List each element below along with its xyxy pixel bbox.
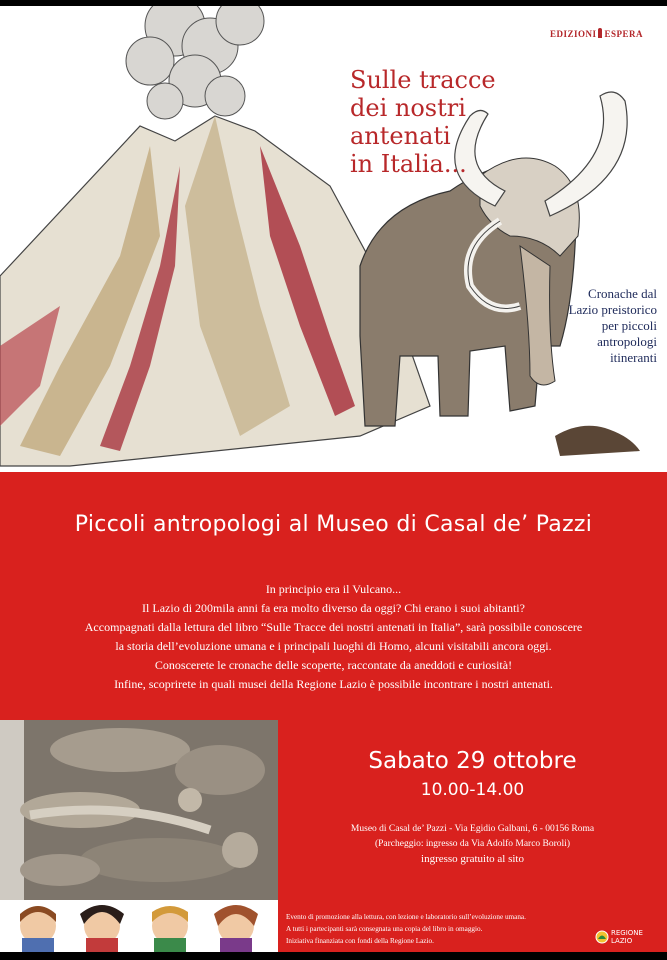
subtitle-line: antropologi — [597, 334, 657, 349]
publisher-name-left: EDIZIONI — [549, 29, 597, 39]
intro-line: Conoscerete le cronache delle scoperte, raccontate da aneddoti e curiosità! — [154, 658, 513, 672]
volcano-mammoth-drawing — [0, 6, 667, 472]
intro-line: In principio era il Vulcano... — [265, 582, 402, 596]
event-info-panel — [278, 720, 667, 952]
address-line: Museo di Casal de’ Pazzi - Via Egidio Galbani, 6 - 00156 Roma — [350, 824, 595, 834]
book-title-line: in Italia... — [350, 150, 467, 178]
subtitle-line: Cronache dal — [588, 286, 657, 301]
book-title — [350, 66, 520, 178]
book-title-line: Sulle tracce — [350, 66, 496, 94]
publisher-logo — [550, 28, 643, 39]
footer-note: Evento di promozione alla lettura, con lezione e laboratorio sull’evoluzione umana. — [286, 913, 526, 921]
book-title-line: dei nostri — [350, 94, 466, 122]
children-reading-illustration — [0, 900, 278, 952]
event-time: 10.00-14.00 — [420, 780, 525, 800]
smoke-cloud — [126, 6, 264, 119]
intro-line: Infine, scoprirete in quali musei della Regione Lazio è possibile incontrare i nostri antenati. — [114, 677, 553, 691]
event-address — [278, 822, 667, 852]
region-logo-text — [611, 929, 643, 945]
cover-illustration — [0, 6, 667, 472]
book-title-line: antenati — [350, 122, 451, 150]
footer-note: A tutti i partecipanti sarà consegnata una copia del libro in omaggio. — [286, 925, 483, 933]
publisher-mark-icon — [598, 28, 602, 38]
region-logo-line: LAZIO — [611, 937, 633, 945]
parking-line: (Parcheggio: ingresso da Via Adolfo Marco Boroli) — [374, 839, 571, 849]
subtitle-line: itineranti — [610, 350, 657, 365]
region-lazio-logo-icon — [595, 926, 655, 948]
footer-note: Iniziativa finanziata con fondi della Regione Lazio. — [286, 937, 434, 945]
book-subtitle — [547, 286, 657, 366]
intro-line: Il Lazio di 200mila anni fa era molto diverso da oggi? Chi erano i suoi abitanti? — [142, 601, 525, 615]
fossil-photo-drawing — [0, 720, 278, 900]
poster — [0, 6, 667, 952]
free-entry: ingresso gratuito al sito — [421, 853, 524, 865]
region-emblem-icon — [595, 929, 609, 945]
footer-notes — [286, 911, 586, 947]
subtitle-line: Lazio preistorico — [568, 302, 657, 317]
event-description-band — [0, 472, 667, 722]
subtitle-line: per piccoli — [601, 318, 657, 333]
intro-line: Accompagnati dalla lettura del libro “Sulle Tracce dei nostri antenati in Italia”, sarà possibile conoscere — [84, 620, 583, 634]
intro-text — [20, 580, 647, 694]
event-title: Piccoli antropologi al Museo di Casal de’ Pazzi — [74, 512, 593, 537]
event-date: Sabato 29 ottobre — [368, 748, 577, 774]
fossil-bones-photo — [0, 720, 278, 900]
region-logo-line: REGIONE — [611, 929, 643, 937]
children-drawing — [0, 900, 278, 952]
intro-line: la storia dell’evoluzione umana e i principali luoghi di Homo, alcuni visitabili ancora oggi. — [115, 639, 552, 653]
publisher-name-right: ESPERA — [604, 29, 643, 39]
